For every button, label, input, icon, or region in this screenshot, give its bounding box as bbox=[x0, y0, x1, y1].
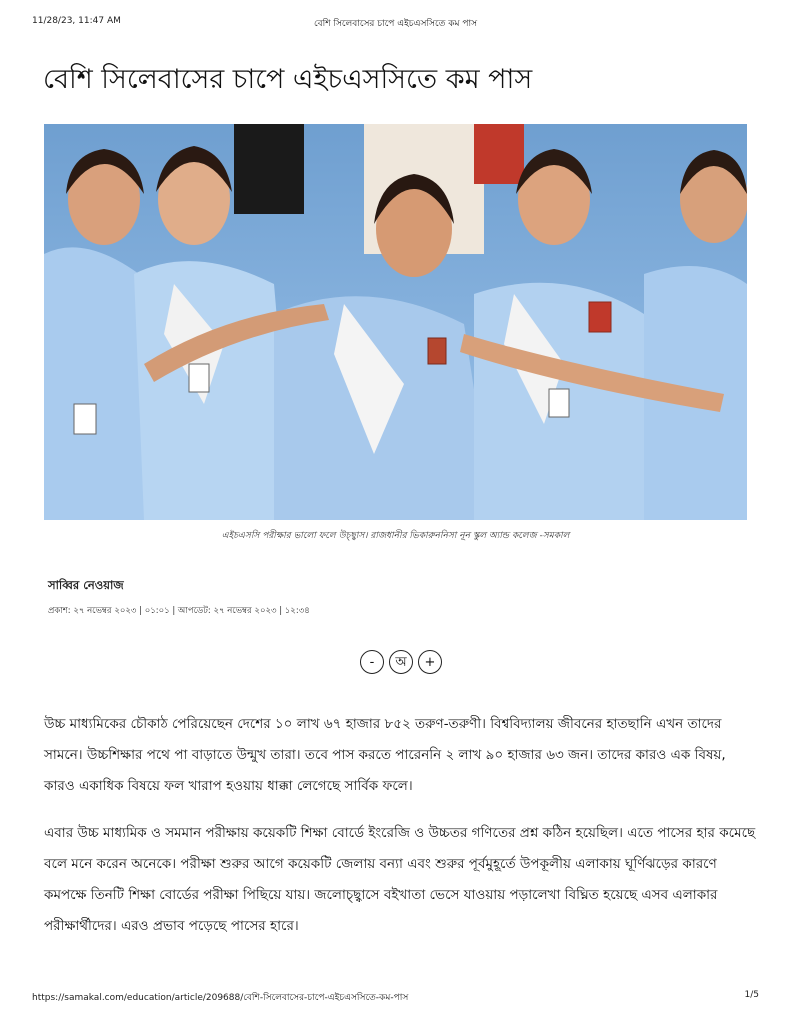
article-photo bbox=[44, 124, 747, 520]
article-paragraph: উচ্চ মাধ্যমিকের চৌকাঠ পেরিয়েছেন দেশের ১০ লাখ ৬৭ হাজার ৮৫২ তরুণ-তরুণী। বিশ্ববিদ্যালয় জীবনের হাতছানি এখন তাদের সামনে। উচ্চশিক্ষার পথে পা বাড়াতে উন্মুখ তারা। তবে পাস করতে পারেননি ২ লাখ ৯০ হাজার ৬৩ জন। তাদের কারও এক বিষয়, কারও একাধিক বিষয়ে ফল খারাপ হওয়ায় ধাক্কা লেগেছে সার্বিক ফলে। bbox=[44, 716, 726, 794]
increase-font-button[interactable]: + bbox=[418, 650, 442, 674]
article-headline: বেশি সিলেবাসের চাপে এইচএসসিতে কম পাস bbox=[43, 64, 533, 95]
page-url: https://samakal.com/education/article/209688/বেশি-সিলেবাসের-চাপে-এইচএসসিতে-কম-পাস bbox=[32, 993, 409, 1003]
font-size-controls bbox=[360, 650, 450, 676]
publish-meta: প্রকাশ: ২৭ নভেম্বর ২০২৩ | ০১:০১ | আপডেট: ২৭ নভেম্বর ২০২৩ | ১২:৩৪ bbox=[48, 606, 310, 616]
print-date: 11/28/23, 11:47 AM bbox=[32, 16, 121, 26]
decrease-font-button[interactable]: - bbox=[360, 650, 384, 674]
article-paragraph: এবার উচ্চ মাধ্যমিক ও সমমান পরীক্ষায় কয়েকটি শিক্ষা বোর্ডে ইংরেজি ও উচ্চতর গণিতের প্রশ্ন কঠিন হয়েছিল। এতে পাসের হার কমেছে বলে মনে করেন অনেকে। পরীক্ষা শুরুর আগে কয়েকটি জেলায় বন্যা এবং শুরুর পূর্বমুহূর্তে উপকূলীয় এলাকায় ঘূর্ণিঝড়ের কারণে কমপক্ষে তিনটি শিক্ষা বোর্ডের পরীক্ষা পিছিয়ে যায়। জলোচ্ছ্বাসে বইখাতা ভেসে যাওয়ায় পড়ালেখা বিঘ্নিত হয়েছে এসব এলাকার পরীক্ষার্থীদের। এরও প্রভাব পড়েছে পাসের হারে। bbox=[44, 825, 756, 934]
print-header bbox=[32, 16, 759, 30]
print-doc-title: বেশি সিলেবাসের চাপে এইচএসসিতে কম পাস bbox=[313, 19, 478, 29]
print-footer bbox=[32, 990, 759, 1004]
reset-font-button[interactable]: অ bbox=[389, 650, 413, 674]
photo-caption: এইচএসসি পরীক্ষার ভালো ফলে উচ্ছ্বাস। রাজধানীর ভিকারুননিসা নূন স্কুল অ্যান্ড কলেজ -সমকাল bbox=[221, 531, 570, 541]
author-name[interactable]: সাব্বির নেওয়াজ bbox=[48, 578, 124, 592]
page-number: 1/5 bbox=[744, 990, 759, 1000]
